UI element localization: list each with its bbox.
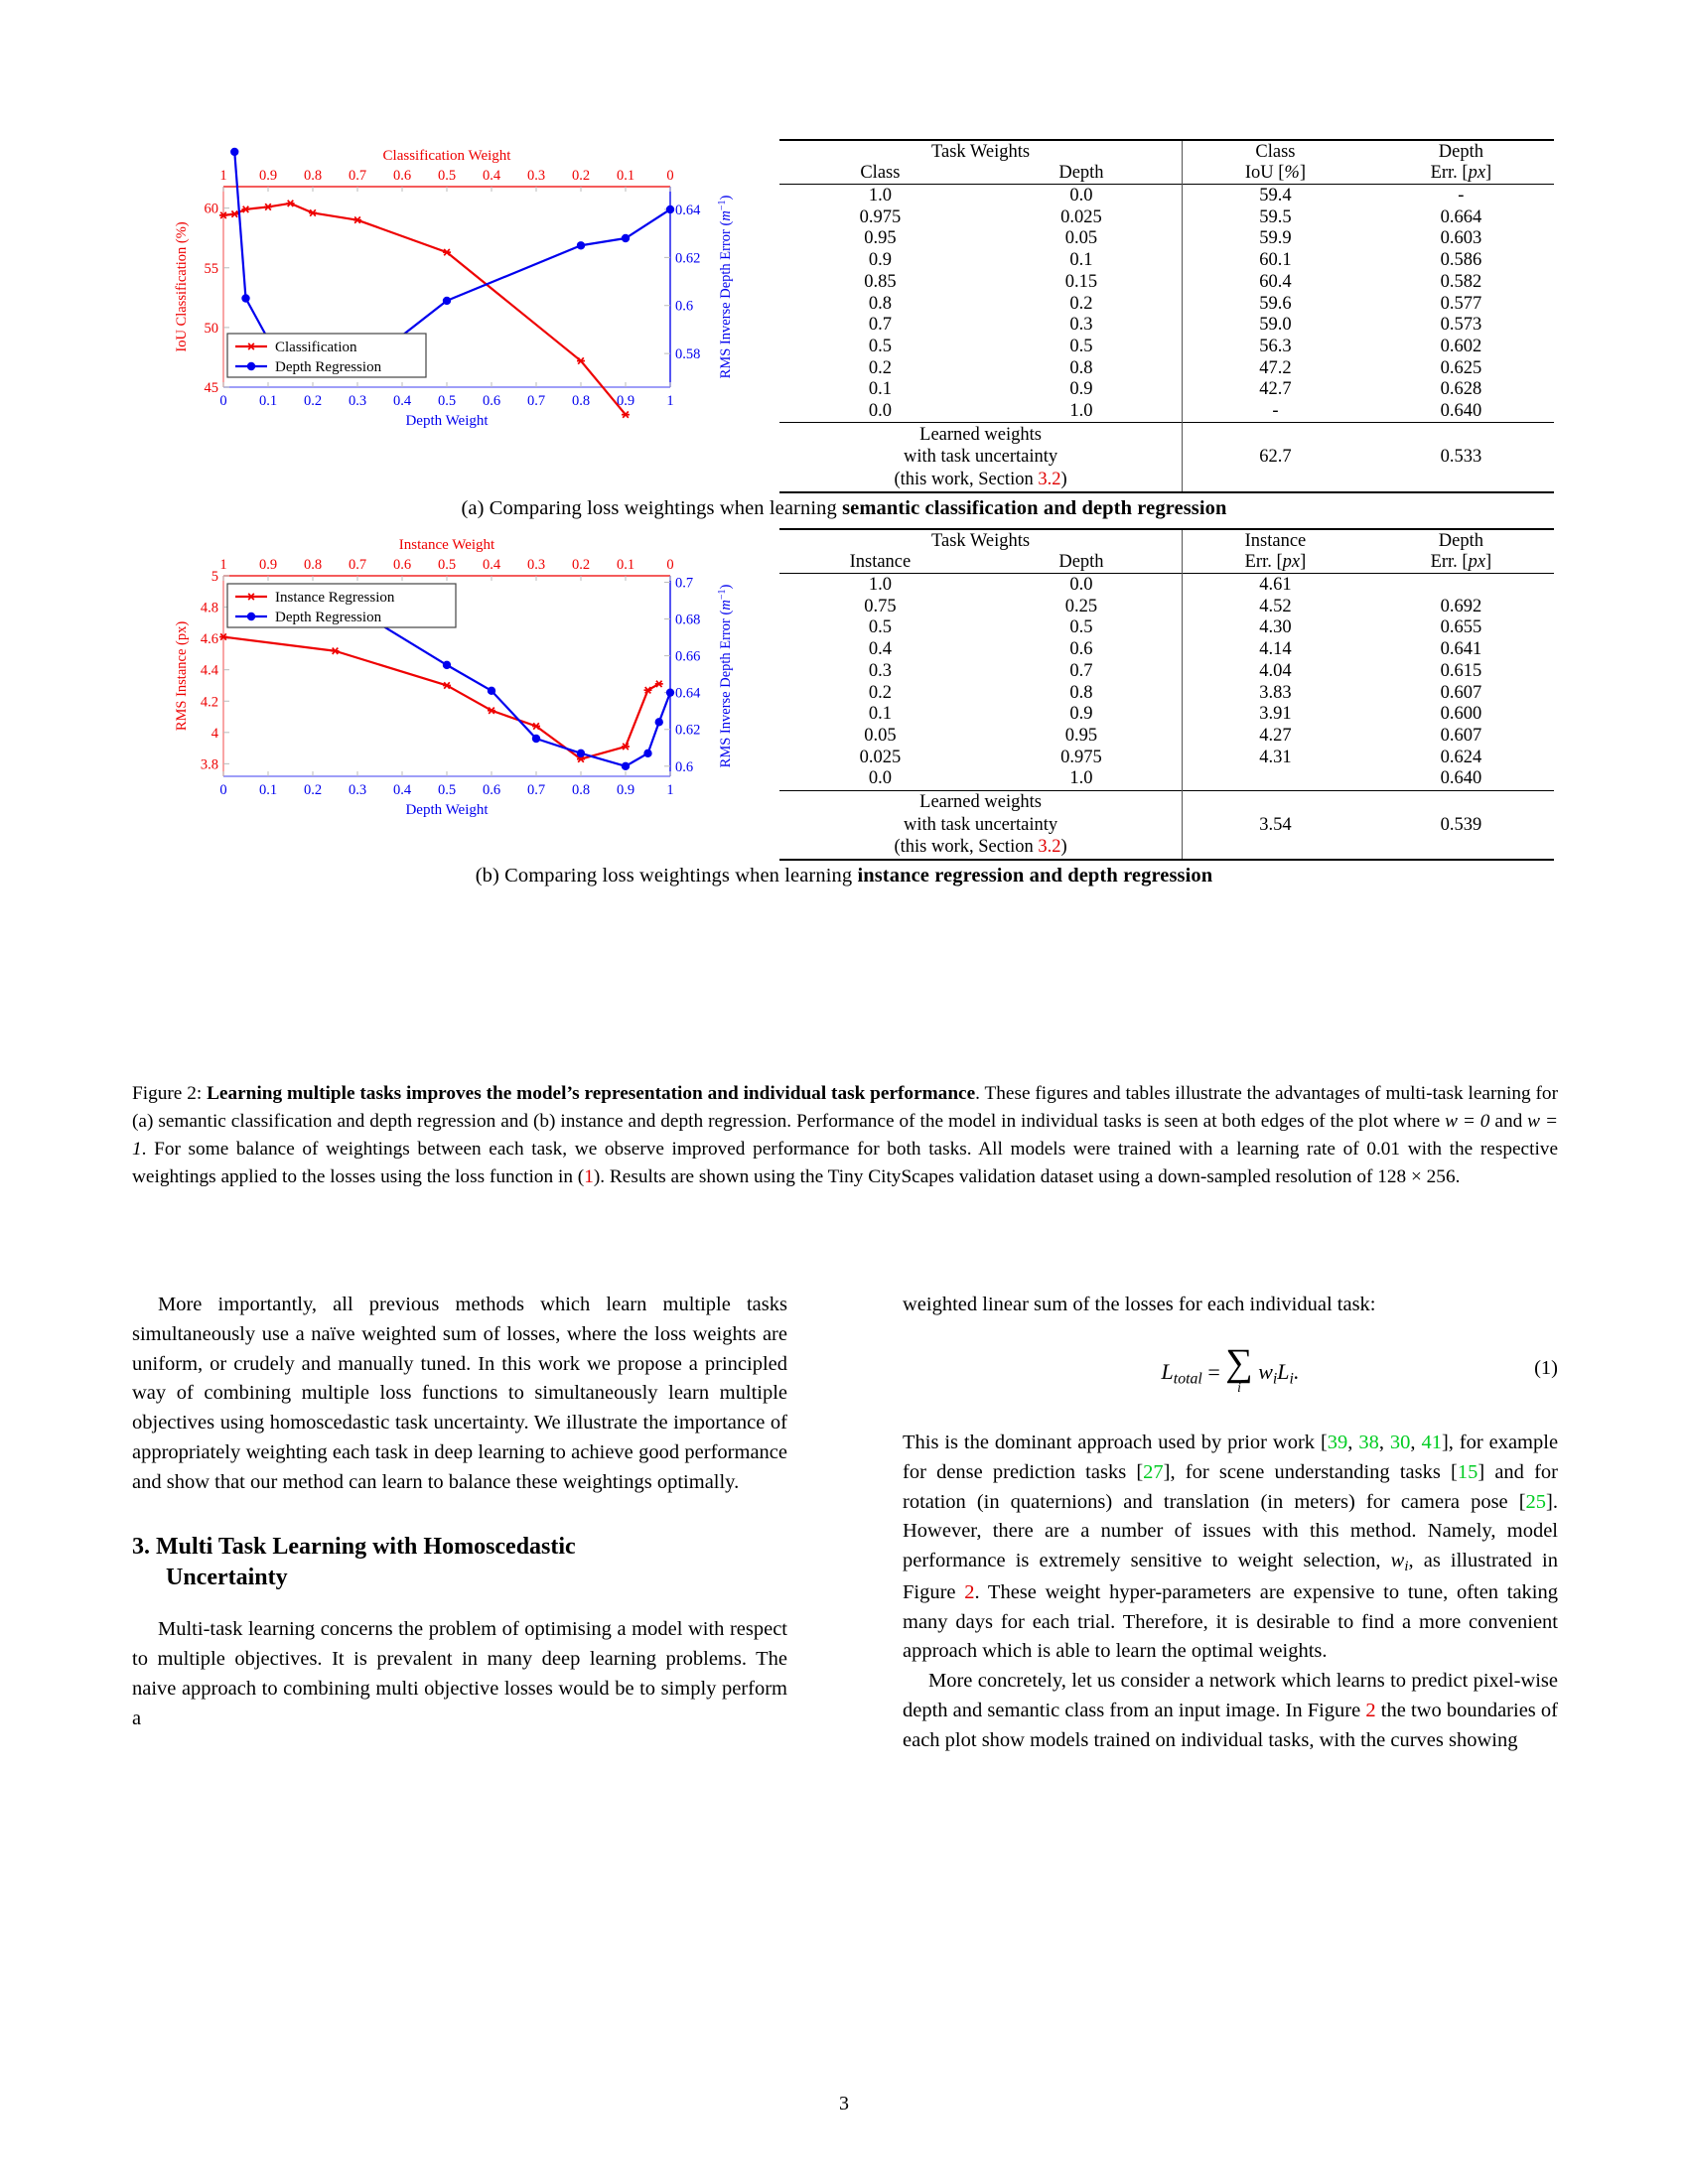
cell-weight-1: 0.05	[864, 726, 897, 746]
svg-text:0.6: 0.6	[482, 782, 501, 799]
rp2g: . These weight hyper-parameters are expensive to tune, often taking many days for each trial. Therefore, it is desirable to find a more convenient approach which is able to learn the optimal weights.	[903, 1580, 1558, 1663]
table-row	[779, 293, 1554, 315]
svg-text:0.5: 0.5	[437, 782, 457, 799]
table-row	[779, 768, 1554, 790]
svg-text:0.2: 0.2	[571, 168, 591, 184]
cell-weight-1: 0.3	[868, 660, 892, 681]
svg-text:0.2: 0.2	[571, 557, 591, 574]
figure-row-b	[132, 528, 1556, 861]
table-header-group-row	[779, 140, 1554, 163]
cell-weight-2: 0.9	[1069, 704, 1093, 725]
table-row	[779, 704, 1554, 726]
svg-text:0: 0	[666, 168, 674, 184]
cell-weight-1: 0.025	[859, 747, 902, 767]
svg-text:0.66: 0.66	[675, 648, 701, 665]
col-head-metric-1-line1: Instance	[1183, 529, 1368, 552]
table-row	[779, 250, 1554, 272]
svg-text:0.1: 0.1	[258, 393, 278, 409]
svg-text:0.68: 0.68	[675, 612, 701, 628]
svg-text:0.6: 0.6	[392, 168, 412, 184]
svg-text:0.1: 0.1	[258, 782, 278, 799]
table-row	[779, 574, 1554, 596]
cell-weight-2: 0.0	[981, 574, 1183, 596]
svg-text:0.1: 0.1	[616, 168, 635, 184]
subcaption-b	[132, 865, 1556, 887]
col-head-metric-2-line1: Depth	[1368, 529, 1554, 552]
cell-metric-2: 0.615	[1440, 660, 1482, 681]
svg-text:0.9: 0.9	[616, 782, 635, 799]
section-ref-3-2[interactable]: 3.2	[1038, 837, 1061, 858]
rp3a: More concretely, let us consider a network which learns to predict pixel-wise depth and semantic class from an input image. In Figure	[903, 1670, 1558, 1721]
svg-text:0.7: 0.7	[526, 393, 546, 409]
svg-text:5: 5	[211, 569, 218, 586]
svg-text:0.4: 0.4	[482, 168, 501, 184]
equation-rhs: $w_iL_i$.	[1258, 1359, 1300, 1388]
col-head-metric-1-line2: Err. [px]	[1183, 552, 1368, 574]
cell-weight-1: 0.75	[864, 596, 897, 616]
svg-text:0.4: 0.4	[482, 557, 501, 574]
cell-metric-2: 0.573	[1440, 315, 1482, 336]
svg-text:RMS Inverse Depth Error (m−1): RMS Inverse Depth Error $(m^{-1})$	[716, 584, 734, 768]
cell-metric-2: 0.692	[1440, 596, 1482, 616]
learned-weights-label: Learned weights with task uncertainty (this work, Section 3.2)	[779, 423, 1183, 492]
svg-text:0.5: 0.5	[437, 168, 457, 184]
svg-text:0.2: 0.2	[303, 782, 323, 799]
cell-metric-2: 0.640	[1440, 768, 1482, 789]
svg-text:Classification: Classification	[275, 340, 357, 355]
cell-weight-1: 0.7	[868, 315, 892, 336]
svg-text:0.64: 0.64	[675, 685, 701, 702]
cell-metric-2: 0.625	[1440, 357, 1482, 378]
svg-text:0.4: 0.4	[392, 782, 412, 799]
cell-metric-1: 59.6	[1183, 293, 1368, 315]
subcaption-b-bold: instance regression and depth regression	[857, 865, 1213, 887]
cell-metric-2: 0.602	[1440, 336, 1482, 356]
svg-text:0.1: 0.1	[616, 557, 635, 574]
cell-weight-2: 0.975	[1060, 747, 1102, 767]
citation-38[interactable]: 38	[1358, 1431, 1379, 1453]
caption-rest-3: . For some balance of weightings between each task, we observe improved performance for both tasks. All models were trained with a learning rate of 0.01 with the respective weightings applied to the losses using the loss function in (	[132, 1139, 1558, 1188]
table-b	[779, 528, 1554, 861]
cell-metric-1: 59.5	[1183, 206, 1368, 228]
svg-text:0.5: 0.5	[437, 393, 457, 409]
svg-text:0: 0	[219, 393, 227, 409]
svg-text:50: 50	[204, 320, 218, 337]
equation-equals: =	[1207, 1359, 1226, 1385]
section-ref-3-2[interactable]: 3.2	[1038, 469, 1061, 489]
svg-text:60: 60	[204, 201, 218, 217]
col-head-metric-1-line1: Class	[1183, 140, 1368, 163]
svg-text:0.7: 0.7	[348, 168, 367, 184]
learned-value-2: 0.539	[1368, 790, 1554, 860]
svg-text:0.62: 0.62	[675, 722, 701, 739]
col-head-metric-1-line2: IoU [%]	[1183, 163, 1368, 185]
cell-weight-2: 0.8	[1069, 357, 1093, 378]
equation-sum: ∑ $^i$	[1225, 1341, 1253, 1395]
cell-metric-1: 60.1	[1183, 250, 1368, 272]
cell-weight-2: 0.8	[1069, 682, 1093, 703]
cell-weight-2: 0.0	[981, 185, 1183, 206]
cell-metric-1: 42.7	[1183, 379, 1368, 401]
svg-text:Depth Weight: Depth Weight	[405, 802, 489, 819]
svg-text:4.8: 4.8	[200, 600, 218, 616]
svg-text:4.4: 4.4	[200, 662, 218, 679]
table-a	[779, 139, 1554, 493]
table-row	[779, 185, 1554, 206]
svg-text:0.7: 0.7	[675, 575, 694, 592]
figure-2	[132, 139, 1556, 887]
cell-weight-1: 0.4	[868, 639, 892, 660]
table-row	[779, 617, 1554, 639]
cell-metric-1: 59.0	[1183, 315, 1368, 337]
svg-text:0.8: 0.8	[571, 393, 591, 409]
table-b-wrapper	[768, 528, 1554, 861]
cell-weight-1: 0.0	[868, 768, 892, 789]
page-number: 3	[839, 2093, 849, 2115]
svg-text:Depth Regression: Depth Regression	[275, 610, 382, 626]
cell-weight-1: 0.0	[868, 401, 892, 422]
svg-text:4: 4	[211, 725, 218, 742]
subcaption-a-prefix: (a) Comparing loss weightings when learning	[461, 497, 843, 520]
cell-weight-2: 0.25	[1064, 596, 1098, 616]
svg-text:0.5: 0.5	[437, 557, 457, 574]
section-heading-line2: Uncertainty	[166, 1564, 288, 1590]
cell-weight-2: 0.9	[1069, 379, 1093, 400]
cell-metric-2: 0.655	[1440, 617, 1482, 638]
equation-number: (1)	[1534, 1356, 1558, 1379]
right-column	[903, 1291, 1558, 1756]
subcaption-a-bold: semantic classification and depth regression	[842, 497, 1227, 520]
svg-text:RMS Inverse Depth Error (m−1): RMS Inverse Depth Error $(m^{-1})$	[716, 195, 734, 379]
citation-15[interactable]: 15	[1457, 1460, 1478, 1483]
cell-metric-1: 56.3	[1183, 336, 1368, 357]
rp3b: the two boundaries of each plot show models trained on individual tasks, with the curves showing	[903, 1700, 1558, 1751]
cell-weight-1: 0.9	[868, 250, 892, 271]
svg-text:0.8: 0.8	[303, 168, 323, 184]
col-head-metric-2-line2: Err. [px]	[1430, 552, 1492, 573]
col-head-weight-2: Depth	[1058, 163, 1104, 184]
cell-metric-2: 0.640	[1440, 401, 1482, 422]
svg-text:0.6: 0.6	[392, 557, 412, 574]
caption-rest-1: . These figures and tables illustrate the advantages of multi-task learning for (a) semantic classification and depth regression and (b) instance and depth regression. Performance of the model in individual tasks is seen at both edges of the plot where	[132, 1083, 1558, 1133]
svg-text:Depth Regression: Depth Regression	[275, 359, 382, 375]
svg-text:3.8: 3.8	[200, 756, 218, 773]
svg-text:1: 1	[666, 782, 674, 799]
equation-1	[903, 1342, 1558, 1407]
table-header-group-row	[779, 529, 1554, 552]
subcaption-b-prefix: (b) Comparing loss weightings when learning	[475, 865, 858, 887]
cell-weight-1: 0.5	[868, 617, 892, 638]
subcaption-a	[132, 497, 1556, 520]
svg-text:0.7: 0.7	[526, 782, 546, 799]
cell-weight-2: 0.2	[1069, 293, 1093, 314]
cell-metric-1: 4.52	[1183, 596, 1368, 617]
learned-weights-row	[779, 423, 1554, 492]
section-heading-3	[132, 1532, 787, 1593]
svg-text:0.2: 0.2	[303, 393, 323, 409]
rp2e: ]. However, there are a number of issues with this method. Namely, model performance is extremely sensitive to weight selection,	[903, 1490, 1558, 1572]
cell-weight-2: 0.1	[1069, 250, 1093, 271]
citation-41[interactable]: 41	[1421, 1431, 1442, 1453]
svg-text:0.62: 0.62	[675, 250, 701, 267]
cell-metric-2: 0.586	[1440, 250, 1482, 271]
svg-text:1: 1	[219, 557, 227, 574]
cell-metric-1: 4.27	[1183, 726, 1368, 748]
svg-text:0.3: 0.3	[348, 782, 367, 799]
svg-text:Instance Weight: Instance Weight	[398, 537, 495, 554]
cell-weight-2: 0.025	[1060, 206, 1102, 227]
svg-text:0: 0	[666, 557, 674, 574]
cell-metric-2: 0.664	[1440, 206, 1482, 227]
figure-ref-2[interactable]: 2	[964, 1580, 975, 1603]
cell-metric-2: 0.582	[1440, 271, 1482, 292]
learned-value-2: 0.533	[1368, 423, 1554, 492]
cell-metric-2: -	[1368, 185, 1554, 206]
svg-text:Classification Weight: Classification Weight	[382, 148, 511, 164]
cell-weight-2: 0.5	[1069, 336, 1093, 356]
rp2a: This is the dominant approach used by prior work [	[903, 1431, 1328, 1453]
cell-weight-1: 0.1	[868, 379, 892, 400]
cell-weight-2: 1.0	[1069, 768, 1093, 789]
svg-text:0.3: 0.3	[348, 393, 367, 409]
cell-metric-1: 4.04	[1183, 660, 1368, 682]
rp2d: ] and for rotation (in quaternions) and translation (in meters) for camera pose [	[903, 1460, 1558, 1513]
cell-weight-2: 0.15	[1064, 271, 1098, 292]
svg-text:55: 55	[204, 260, 218, 277]
table-row	[779, 336, 1554, 357]
col-head-weight-1: Class	[860, 163, 901, 184]
col-head-weight-2: Depth	[1058, 552, 1104, 573]
svg-text:0.9: 0.9	[258, 557, 278, 574]
right-paragraph-1: weighted linear sum of the losses for each individual task:	[903, 1294, 1376, 1315]
cell-weight-2: 0.95	[1064, 726, 1098, 746]
cell-metric-1: 47.2	[1183, 357, 1368, 379]
body-columns	[132, 1291, 1558, 2045]
svg-text:0: 0	[219, 782, 227, 799]
citation-25[interactable]: 25	[1525, 1490, 1547, 1513]
cell-weight-1: 0.975	[859, 206, 902, 227]
caption-rest-2: and	[1489, 1111, 1528, 1133]
table-row	[779, 660, 1554, 682]
cell-metric-1: 3.83	[1183, 682, 1368, 704]
svg-text:0.6: 0.6	[482, 393, 501, 409]
svg-text:IoU Classification (%): IoU Classification (%)	[174, 221, 190, 352]
cell-weight-1: 0.2	[868, 357, 892, 378]
figure-caption	[132, 1080, 1558, 1191]
svg-text:0.8: 0.8	[571, 782, 591, 799]
equation-lhs: $L_{total}$	[1161, 1359, 1202, 1388]
table-row	[779, 228, 1554, 250]
left-paragraph-2: Multi-task learning concerns the problem of optimising a model with respect to multiple objectives. It is prevalent in many deep learning problems. The naive approach to combining multi objective losses would be to simply perform a	[132, 1618, 787, 1729]
col-head-metric-2-line1: Depth	[1368, 140, 1554, 163]
cell-metric-1: 4.61	[1183, 574, 1368, 596]
group-header-task-weights: Task Weights	[779, 529, 1183, 552]
svg-text:0.7: 0.7	[348, 557, 367, 574]
rp2c: ], for scene understanding tasks [	[1163, 1460, 1458, 1483]
caption-rest-4: ). Results are shown using the Tiny CityScapes validation dataset using a down-sampled resolution of 128 × 256.	[593, 1166, 1461, 1188]
cell-weight-2: 1.0	[1069, 401, 1093, 422]
cell-weight-1: 0.2	[868, 682, 892, 703]
chart-a	[132, 139, 768, 442]
heading-spacer	[132, 1593, 787, 1615]
svg-text:0.3: 0.3	[526, 168, 546, 184]
left-paragraph-1: More importantly, all previous methods which learn multiple tasks simultaneously use a naïve weighted sum of losses, where the loss weights are uniform, or crudely and manually tuned. In this work we propose a principled way of combining multiple loss functions to simultaneously learn multiple objectives using homoscedastic task uncertainty. We illustrate the importance of appropriately weighting each task in deep learning to achieve good performance and show that our method can learn to balance these weightings optimally.	[132, 1294, 787, 1493]
cell-weight-2: 0.6	[1069, 639, 1093, 660]
table-row	[779, 315, 1554, 337]
svg-text:0.3: 0.3	[526, 557, 546, 574]
svg-text:0.58: 0.58	[675, 346, 701, 363]
cell-metric-1: 4.30	[1183, 617, 1368, 639]
svg-text:0.6: 0.6	[675, 758, 694, 775]
cell-weight-1: 0.1	[868, 704, 892, 725]
svg-text:0.64: 0.64	[675, 202, 701, 218]
right-paragraph-3	[903, 1667, 1558, 1755]
table-row	[779, 357, 1554, 379]
cell-weight-1: 0.5	[868, 336, 892, 356]
learned-weights-row	[779, 790, 1554, 860]
svg-text:0.9: 0.9	[258, 168, 278, 184]
cell-metric-2: 0.577	[1440, 293, 1482, 314]
cell-metric-2: 0.628	[1440, 379, 1482, 400]
table-header-row	[779, 552, 1554, 574]
caption-w0: w = 0	[1445, 1111, 1490, 1133]
group-header-task-weights: Task Weights	[779, 140, 1183, 163]
chart-b	[132, 528, 768, 826]
cell-metric-1: 3.91	[1183, 704, 1368, 726]
svg-text:Depth Weight: Depth Weight	[405, 413, 489, 429]
svg-text:0.8: 0.8	[303, 557, 323, 574]
citation-39[interactable]: 39	[1327, 1431, 1348, 1453]
cell-weight-2: 0.3	[1069, 315, 1093, 336]
cell-weight-1: 0.85	[864, 271, 897, 292]
svg-text:0.6: 0.6	[675, 298, 694, 315]
table-row	[779, 726, 1554, 748]
cell-weight-2: 0.7	[1069, 660, 1093, 681]
table-row	[779, 682, 1554, 704]
cell-metric-2: 0.624	[1440, 747, 1482, 767]
caption-equation-ref[interactable]: 1	[584, 1166, 594, 1188]
cell-metric-1: 59.9	[1183, 228, 1368, 250]
table-row	[779, 596, 1554, 617]
right-paragraph-2: This is the dominant approach used by prior work [39, 38, 30, 41], for example for dense prediction tasks [27], for scene understanding tasks [15] and for rotation (in quaternions) and translation (in meters) for camera pose [25]. However, there are a number of issues with this method. Namely, model performance is extremely sensitive to weight selection, $w_i$, as illustrated in Figure 2. These weight hyper-parameters are expensive to tune, often taking many days for each trial. Therefore, it is desirable to find a more convenient approach which is able to learn the optimal weights.	[903, 1431, 1559, 1663]
svg-text:4.2: 4.2	[200, 694, 218, 711]
inline-math-wi: $w_i$	[1390, 1550, 1409, 1575]
col-head-weight-1: Instance	[849, 552, 912, 573]
table-row	[779, 401, 1554, 423]
svg-text:Instance Regression: Instance Regression	[275, 590, 395, 607]
col-head-metric-2-line2: Err. [px]	[1430, 163, 1492, 184]
cell-weight-1: 1.0	[779, 185, 981, 206]
caption-w1: w = 1	[132, 1111, 1558, 1160]
rp2b: ], for example for dense prediction tasks [	[903, 1431, 1559, 1483]
cell-weight-1: 0.95	[864, 228, 897, 249]
citation-30[interactable]: 30	[1389, 1431, 1411, 1453]
rp2f: , as illustrated in Figure	[903, 1550, 1558, 1603]
table-row	[779, 206, 1554, 228]
section-heading-line1: 3. Multi Task Learning with Homoscedastic	[132, 1533, 576, 1560]
svg-text:45: 45	[204, 380, 218, 396]
cell-metric-2	[1368, 574, 1554, 596]
svg-text:1: 1	[666, 393, 674, 409]
cell-metric-1: 4.14	[1183, 639, 1368, 661]
cell-metric-1: 4.31	[1183, 747, 1368, 768]
cell-weight-2: 0.05	[1064, 228, 1098, 249]
left-column	[132, 1291, 787, 1733]
table-row	[779, 379, 1554, 401]
caption-bold: Learning multiple tasks improves the model’s representation and individual task performance	[207, 1083, 976, 1104]
svg-text:4.6: 4.6	[200, 631, 218, 648]
cell-weight-1: 1.0	[779, 574, 981, 596]
table-header-row	[779, 163, 1554, 185]
cell-weight-1: 0.8	[868, 293, 892, 314]
cell-metric-1: -	[1183, 401, 1368, 423]
table-a-wrapper	[768, 139, 1554, 493]
cell-metric-1	[1183, 768, 1368, 790]
learned-value-1: 62.7	[1183, 423, 1368, 492]
cell-metric-2: 0.641	[1440, 639, 1482, 660]
table-row	[779, 639, 1554, 661]
learned-weights-label: Learned weights with task uncertainty (this work, Section 3.2)	[779, 790, 1183, 860]
learned-value-1: 3.54	[1183, 790, 1368, 860]
cell-metric-2: 0.603	[1440, 228, 1482, 249]
figure-row-a	[132, 139, 1556, 493]
cell-metric-1: 59.4	[1183, 185, 1368, 206]
svg-text:1: 1	[219, 168, 227, 184]
table-row	[779, 271, 1554, 293]
svg-text:0.9: 0.9	[616, 393, 635, 409]
cell-metric-2: 0.600	[1440, 704, 1482, 725]
svg-text:0.4: 0.4	[392, 393, 412, 409]
citation-27[interactable]: 27	[1143, 1460, 1164, 1483]
cell-metric-2: 0.607	[1440, 682, 1482, 703]
svg-text:RMS Instance (px): RMS Instance (px)	[174, 620, 190, 732]
table-row	[779, 747, 1554, 768]
cell-metric-2: 0.607	[1440, 726, 1482, 746]
figure-ref-2b[interactable]: 2	[1365, 1700, 1376, 1721]
cell-weight-2: 0.5	[1069, 617, 1093, 638]
caption-label: Figure 2:	[132, 1083, 203, 1104]
cell-metric-1: 60.4	[1183, 271, 1368, 293]
